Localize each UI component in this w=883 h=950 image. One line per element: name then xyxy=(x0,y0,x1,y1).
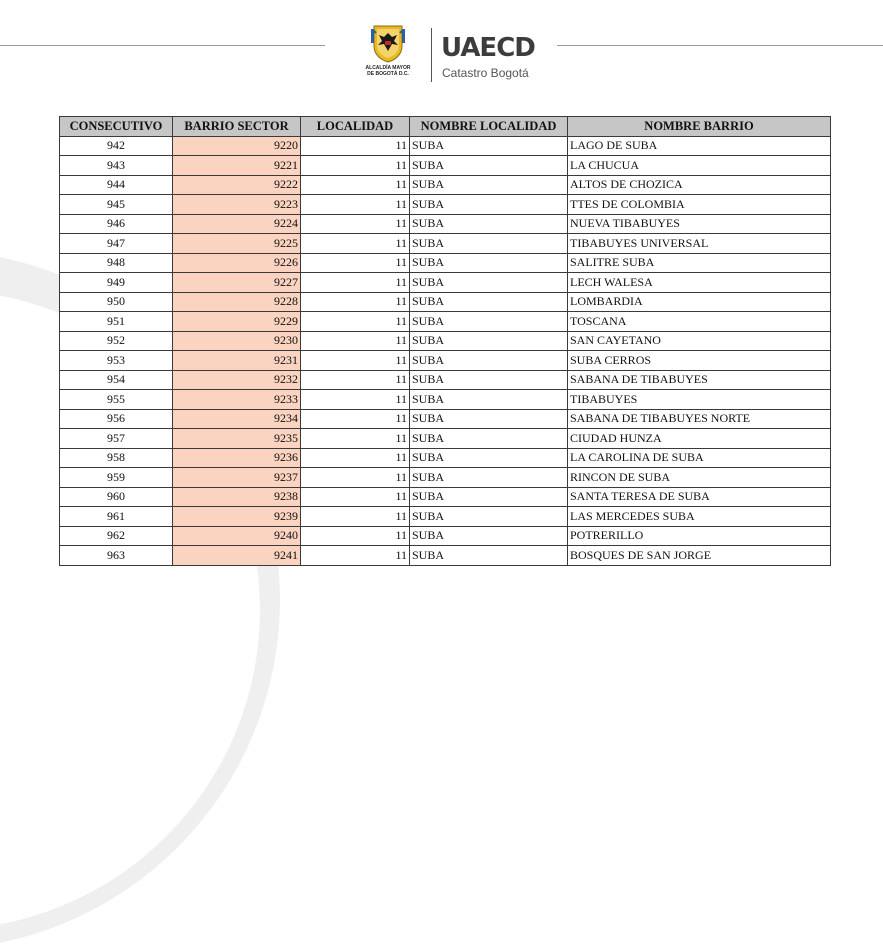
cell-consecutivo: 946 xyxy=(60,214,173,234)
table-row xyxy=(60,448,831,468)
cell-localidad: 11 xyxy=(301,195,410,215)
table-header-row xyxy=(60,117,831,137)
table-row xyxy=(60,214,831,234)
cell-localidad: 11 xyxy=(301,429,410,449)
cell-nombre-localidad: SUBA xyxy=(410,370,568,390)
cell-nombre-localidad: SUBA xyxy=(410,156,568,176)
table-row xyxy=(60,234,831,254)
cell-barrio-sector: 9231 xyxy=(173,351,301,371)
cell-barrio-sector: 9234 xyxy=(173,409,301,429)
cell-consecutivo: 952 xyxy=(60,331,173,351)
column-header-localidad: LOCALIDAD xyxy=(301,117,410,137)
table-row xyxy=(60,526,831,546)
cell-nombre-localidad: SUBA xyxy=(410,526,568,546)
crest-icon xyxy=(371,24,405,64)
table-row xyxy=(60,175,831,195)
cell-barrio-sector: 9233 xyxy=(173,390,301,410)
cell-nombre-localidad: SUBA xyxy=(410,136,568,156)
cell-consecutivo: 959 xyxy=(60,468,173,488)
cell-nombre-barrio: BOSQUES DE SAN JORGE xyxy=(568,546,831,566)
cell-consecutivo: 963 xyxy=(60,546,173,566)
table-row xyxy=(60,507,831,527)
crest-caption-line1: ALCALDÍA MAYOR xyxy=(365,65,411,71)
cell-nombre-localidad: SUBA xyxy=(410,429,568,449)
column-header-nombre-localidad: NOMBRE LOCALIDAD xyxy=(410,117,568,137)
brand-title: UAECD xyxy=(441,33,535,63)
cell-barrio-sector: 9221 xyxy=(173,156,301,176)
table-row xyxy=(60,292,831,312)
cell-consecutivo: 942 xyxy=(60,136,173,156)
cell-nombre-localidad: SUBA xyxy=(410,292,568,312)
barrios-table xyxy=(59,116,831,566)
cell-consecutivo: 955 xyxy=(60,390,173,410)
cell-nombre-localidad: SUBA xyxy=(410,351,568,371)
cell-consecutivo: 948 xyxy=(60,253,173,273)
cell-barrio-sector: 9237 xyxy=(173,468,301,488)
cell-nombre-localidad: SUBA xyxy=(410,175,568,195)
cell-nombre-barrio: TOSCANA xyxy=(568,312,831,332)
table-row xyxy=(60,351,831,371)
cell-nombre-barrio: LOMBARDIA xyxy=(568,292,831,312)
bogota-crest-logo xyxy=(360,24,416,84)
cell-consecutivo: 951 xyxy=(60,312,173,332)
cell-barrio-sector: 9236 xyxy=(173,448,301,468)
cell-localidad: 11 xyxy=(301,546,410,566)
table-row xyxy=(60,390,831,410)
table-row xyxy=(60,136,831,156)
cell-consecutivo: 962 xyxy=(60,526,173,546)
cell-nombre-barrio: CIUDAD HUNZA xyxy=(568,429,831,449)
table-row xyxy=(60,195,831,215)
cell-nombre-barrio: LAGO DE SUBA xyxy=(568,136,831,156)
table-row xyxy=(60,409,831,429)
cell-nombre-localidad: SUBA xyxy=(410,507,568,527)
table-row xyxy=(60,429,831,449)
cell-nombre-barrio: LAS MERCEDES SUBA xyxy=(568,507,831,527)
table-row xyxy=(60,273,831,293)
cell-nombre-localidad: SUBA xyxy=(410,195,568,215)
cell-barrio-sector: 9235 xyxy=(173,429,301,449)
brand-divider xyxy=(431,28,432,82)
brand-subtitle: Catastro Bogotá xyxy=(442,66,529,80)
cell-barrio-sector: 9223 xyxy=(173,195,301,215)
cell-barrio-sector: 9227 xyxy=(173,273,301,293)
cell-consecutivo: 949 xyxy=(60,273,173,293)
cell-localidad: 11 xyxy=(301,175,410,195)
cell-nombre-barrio: LA CHUCUA xyxy=(568,156,831,176)
cell-localidad: 11 xyxy=(301,292,410,312)
table-row xyxy=(60,546,831,566)
table-row xyxy=(60,487,831,507)
cell-consecutivo: 956 xyxy=(60,409,173,429)
cell-localidad: 11 xyxy=(301,507,410,527)
cell-nombre-barrio: POTRERILLO xyxy=(568,526,831,546)
cell-localidad: 11 xyxy=(301,468,410,488)
cell-localidad: 11 xyxy=(301,156,410,176)
cell-localidad: 11 xyxy=(301,390,410,410)
cell-consecutivo: 953 xyxy=(60,351,173,371)
cell-nombre-localidad: SUBA xyxy=(410,546,568,566)
cell-nombre-barrio: LECH WALESA xyxy=(568,273,831,293)
cell-nombre-localidad: SUBA xyxy=(410,487,568,507)
cell-barrio-sector: 9222 xyxy=(173,175,301,195)
cell-consecutivo: 945 xyxy=(60,195,173,215)
cell-localidad: 11 xyxy=(301,234,410,254)
cell-nombre-localidad: SUBA xyxy=(410,273,568,293)
table-row xyxy=(60,253,831,273)
cell-nombre-localidad: SUBA xyxy=(410,448,568,468)
cell-barrio-sector: 9228 xyxy=(173,292,301,312)
cell-localidad: 11 xyxy=(301,351,410,371)
cell-localidad: 11 xyxy=(301,487,410,507)
table-row xyxy=(60,468,831,488)
cell-nombre-barrio: SANTA TERESA DE SUBA xyxy=(568,487,831,507)
cell-localidad: 11 xyxy=(301,409,410,429)
cell-consecutivo: 954 xyxy=(60,370,173,390)
cell-barrio-sector: 9240 xyxy=(173,526,301,546)
cell-barrio-sector: 9226 xyxy=(173,253,301,273)
cell-nombre-barrio: SAN CAYETANO xyxy=(568,331,831,351)
cell-nombre-localidad: SUBA xyxy=(410,409,568,429)
column-header-consecutivo: CONSECUTIVO xyxy=(60,117,173,137)
cell-localidad: 11 xyxy=(301,370,410,390)
table-row xyxy=(60,312,831,332)
cell-barrio-sector: 9241 xyxy=(173,546,301,566)
cell-localidad: 11 xyxy=(301,526,410,546)
cell-nombre-barrio: ALTOS DE CHOZICA xyxy=(568,175,831,195)
cell-localidad: 11 xyxy=(301,253,410,273)
cell-nombre-localidad: SUBA xyxy=(410,468,568,488)
cell-nombre-localidad: SUBA xyxy=(410,390,568,410)
cell-barrio-sector: 9220 xyxy=(173,136,301,156)
column-header-barrio-sector: BARRIO SECTOR xyxy=(173,117,301,137)
cell-consecutivo: 943 xyxy=(60,156,173,176)
cell-consecutivo: 961 xyxy=(60,507,173,527)
cell-nombre-localidad: SUBA xyxy=(410,331,568,351)
header-rule-right xyxy=(557,45,883,46)
cell-nombre-localidad: SUBA xyxy=(410,312,568,332)
cell-nombre-barrio: SABANA DE TIBABUYES xyxy=(568,370,831,390)
crest-caption-line2: DE BOGOTÁ D.C. xyxy=(367,71,409,77)
cell-barrio-sector: 9232 xyxy=(173,370,301,390)
cell-localidad: 11 xyxy=(301,448,410,468)
cell-nombre-barrio: SALITRE SUBA xyxy=(568,253,831,273)
cell-barrio-sector: 9224 xyxy=(173,214,301,234)
column-header-nombre-barrio: NOMBRE BARRIO xyxy=(568,117,831,137)
cell-nombre-barrio: TIBABUYES UNIVERSAL xyxy=(568,234,831,254)
cell-nombre-barrio: SUBA CERROS xyxy=(568,351,831,371)
cell-barrio-sector: 9238 xyxy=(173,487,301,507)
cell-nombre-barrio: LA CAROLINA DE SUBA xyxy=(568,448,831,468)
cell-consecutivo: 944 xyxy=(60,175,173,195)
cell-localidad: 11 xyxy=(301,273,410,293)
table-row xyxy=(60,370,831,390)
cell-consecutivo: 958 xyxy=(60,448,173,468)
cell-localidad: 11 xyxy=(301,312,410,332)
cell-nombre-barrio: RINCON DE SUBA xyxy=(568,468,831,488)
table-body xyxy=(60,136,831,565)
cell-nombre-localidad: SUBA xyxy=(410,214,568,234)
cell-barrio-sector: 9239 xyxy=(173,507,301,527)
cell-barrio-sector: 9229 xyxy=(173,312,301,332)
cell-consecutivo: 950 xyxy=(60,292,173,312)
cell-barrio-sector: 9230 xyxy=(173,331,301,351)
cell-nombre-barrio: NUEVA TIBABUYES xyxy=(568,214,831,234)
cell-nombre-localidad: SUBA xyxy=(410,253,568,273)
cell-consecutivo: 947 xyxy=(60,234,173,254)
cell-nombre-localidad: SUBA xyxy=(410,234,568,254)
cell-localidad: 11 xyxy=(301,136,410,156)
header-rule-left xyxy=(0,45,325,46)
table-row xyxy=(60,331,831,351)
cell-nombre-barrio: TTES DE COLOMBIA xyxy=(568,195,831,215)
cell-barrio-sector: 9225 xyxy=(173,234,301,254)
cell-nombre-barrio: TIBABUYES xyxy=(568,390,831,410)
cell-consecutivo: 960 xyxy=(60,487,173,507)
cell-consecutivo: 957 xyxy=(60,429,173,449)
table-row xyxy=(60,156,831,176)
cell-nombre-barrio: SABANA DE TIBABUYES NORTE xyxy=(568,409,831,429)
cell-localidad: 11 xyxy=(301,331,410,351)
cell-localidad: 11 xyxy=(301,214,410,234)
